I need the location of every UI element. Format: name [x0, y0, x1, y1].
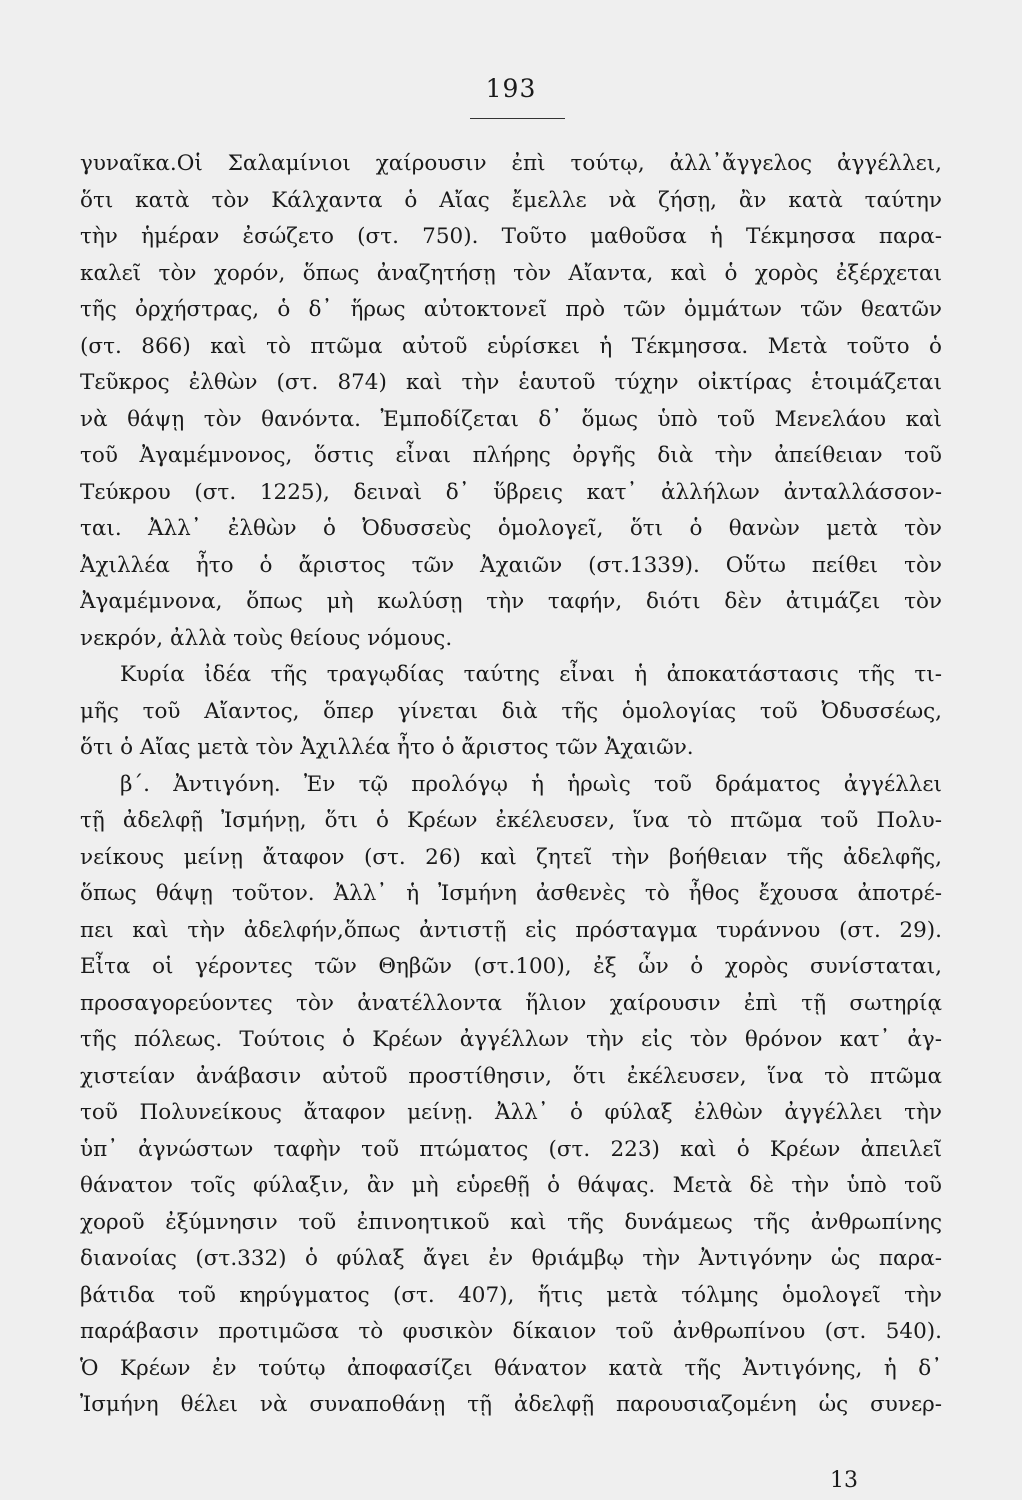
text-line: νείκους μείνῃ ἄταφον (στ. 26) καὶ ζητεῖ τὴν βοήθειαν τῆς ἀδελφῆς, — [80, 844, 942, 870]
text-line: Τεῦκρος ἐλθὼν (στ. 874) καὶ τὴν ἑαυτοῦ τύχην οἰκτίρας ἑτοιμάζεται — [80, 370, 942, 395]
page-number: 193 — [485, 74, 537, 103]
text-line: ται. Ἀλλ᾽ ἐλθὼν ὁ Ὀδυσσεὺς ὁμολογεῖ, ὅτι ὁ θανὼν μετὰ τὸν — [80, 516, 942, 541]
text-line: παράβασιν προτιμῶσα τὸ φυσικὸν δίκαιον τοῦ ἀνθρωπίνου (στ. 540). — [80, 1319, 942, 1344]
text-line: ὅπως θάψῃ τοῦτον. Ἀλλ᾽ ἡ Ἰσμήνη ἀσθενὲς τὸ ἦθος ἔχουσα ἀποτρέ- — [80, 881, 942, 906]
text-line: πει καὶ τὴν ἀδελφήν,ὅπως ἀντιστῇ εἰς πρόσταγμα τυράννου (στ. 29). — [80, 917, 942, 943]
text-line: τοῦ Ἀγαμέμνονος, ὅστις εἶναι πλήρης ὀργῆς διὰ τὴν ἀπείθειαν τοῦ — [80, 443, 942, 468]
text-line: νὰ θάψῃ τὸν θανόντα. Ἐμποδίζεται δ᾽ ὅμως ὑπὸ τοῦ Μενελάου καὶ — [80, 406, 942, 432]
text-line: ὅτι κατὰ τὸν Κάλχαντα ὁ Αἴας ἔμελλε νὰ ζήσῃ, ἂν κατὰ ταύτην — [80, 187, 942, 213]
body-text — [80, 146, 942, 1424]
printer-signature: 13 — [830, 1468, 858, 1493]
text-line: διανοίας (στ.332) ὁ φύλαξ ἄγει ἐν θριάμβῳ τὴν Ἀντιγόνην ὡς παρα- — [80, 1246, 942, 1271]
text-line: τῆς ὀρχήστρας, ὁ δ᾽ ἥρως αὐτοκτονεῖ πρὸ τῶν ὀμμάτων τῶν θεατῶν — [80, 297, 942, 322]
text-line: καλεῖ τὸν χορόν, ὅπως ἀναζητήσῃ τὸν Αἴαντα, καὶ ὁ χορὸς ἐξέρχεται — [80, 260, 942, 286]
text-line: Ἀγαμέμνονα, ὅπως μὴ κωλύσῃ τὴν ταφήν, διότι δὲν ἀτιμάζει τὸν — [80, 589, 942, 614]
text-line: τοῦ Πολυνείκους ἄταφον μείνῃ. Ἀλλ᾽ ὁ φύλαξ ἐλθὼν ἀγγέλλει τὴν — [80, 1100, 942, 1125]
text-line: Ἰσμήνη θέλει νὰ συναποθάνῃ τῇ ἀδελφῇ παρουσιαζομένη ὡς συνερ- — [80, 1392, 942, 1417]
text-line: Εἶτα οἱ γέροντες τῶν Θηβῶν (στ.100), ἐξ ὧν ὁ χορὸς συνίσταται, — [80, 954, 942, 979]
text-line: μῆς τοῦ Αἴαντος, ὅπερ γίνεται διὰ τῆς ὁμολογίας τοῦ Ὀδυσσέως, — [80, 698, 942, 724]
text-line: γυναῖκα.Οἱ Σαλαμίνιοι χαίρουσιν ἐπὶ τούτῳ, ἀλλ᾽ἄγγελος ἀγγέλλει, — [80, 151, 942, 176]
text-line: Ἀχιλλέα ἦτο ὁ ἄριστος τῶν Ἀχαιῶν (στ.1339). Οὕτω πείθει τὸν — [80, 552, 942, 578]
text-line: τὴν ἡμέραν ἐσώζετο (στ. 750). Τοῦτο μαθοῦσα ἡ Τέκμησσα παρα- — [80, 224, 942, 249]
text-line: θάνατον τοῖς φύλαξιν, ἂν μὴ εὑρεθῇ ὁ θάψας. Μετὰ δὲ τὴν ὑπὸ τοῦ — [80, 1173, 942, 1198]
text-line: Κυρία ἰδέα τῆς τραγῳδίας ταύτης εἶναι ἡ ἀποκατάστασις τῆς τι- — [120, 662, 942, 687]
text-line: Τεύκρου (στ. 1225), δειναὶ δ᾽ ὕβρεις κατ᾽ ἀλλήλων ἀνταλλάσσον- — [80, 479, 942, 505]
text-line: τῇ ἀδελφῇ Ἰσμήνῃ, ὅτι ὁ Κρέων ἐκέλευσεν, ἵνα τὸ πτῶμα τοῦ Πολυ- — [80, 808, 942, 833]
text-line: χιστείαν ἀνάβασιν αὐτοῦ προστίθησιν, ὅτι ἐκέλευσεν, ἵνα τὸ πτῶμα — [80, 1063, 942, 1089]
text-line: προσαγορεύοντες τὸν ἀνατέλλοντα ἥλιον χαίρουσιν ἐπὶ τῇ σωτηρίᾳ — [80, 990, 942, 1016]
text-line: ὑπ᾽ ἀγνώστων ταφὴν τοῦ πτώματος (στ. 223) καὶ ὁ Κρέων ἀπειλεῖ — [80, 1136, 942, 1162]
text-line: ὅτι ὁ Αἴας μετὰ τὸν Ἀχιλλέα ἦτο ὁ ἄριστος τῶν Ἀχαιῶν. — [80, 735, 694, 760]
text-line: τῆς πόλεως. Τούτοις ὁ Κρέων ἀγγέλλων τὴν εἰς τὸν θρόνον κατ᾽ ἀγ- — [80, 1027, 942, 1052]
text-line: (στ. 866) καὶ τὸ πτῶμα αὐτοῦ εὑρίσκει ἡ Τέκμησσα. Μετὰ τοῦτο ὁ — [80, 333, 942, 359]
text-line: β´. Ἀντιγόνη. Ἐν τῷ προλόγῳ ἡ ἡρωὶς τοῦ δράματος ἀγγέλλει — [120, 771, 942, 797]
text-line: Ὁ Κρέων ἐν τούτῳ ἀποφασίζει θάνατον κατὰ τῆς Ἀντιγόνης, ἡ δ᾽ — [80, 1355, 942, 1381]
header-rule — [470, 118, 565, 119]
text-line: χοροῦ ἐξύμνησιν τοῦ ἐπινοητικοῦ καὶ τῆς δυνάμεως τῆς ἀνθρωπίνης — [80, 1209, 942, 1235]
text-line: νεκρόν, ἀλλὰ τοὺς θείους νόμους. — [80, 625, 453, 651]
text-line: βάτιδα τοῦ κηρύγματος (στ. 407), ἥτις μετὰ τόλμης ὁμολογεῖ τὴν — [80, 1282, 942, 1308]
